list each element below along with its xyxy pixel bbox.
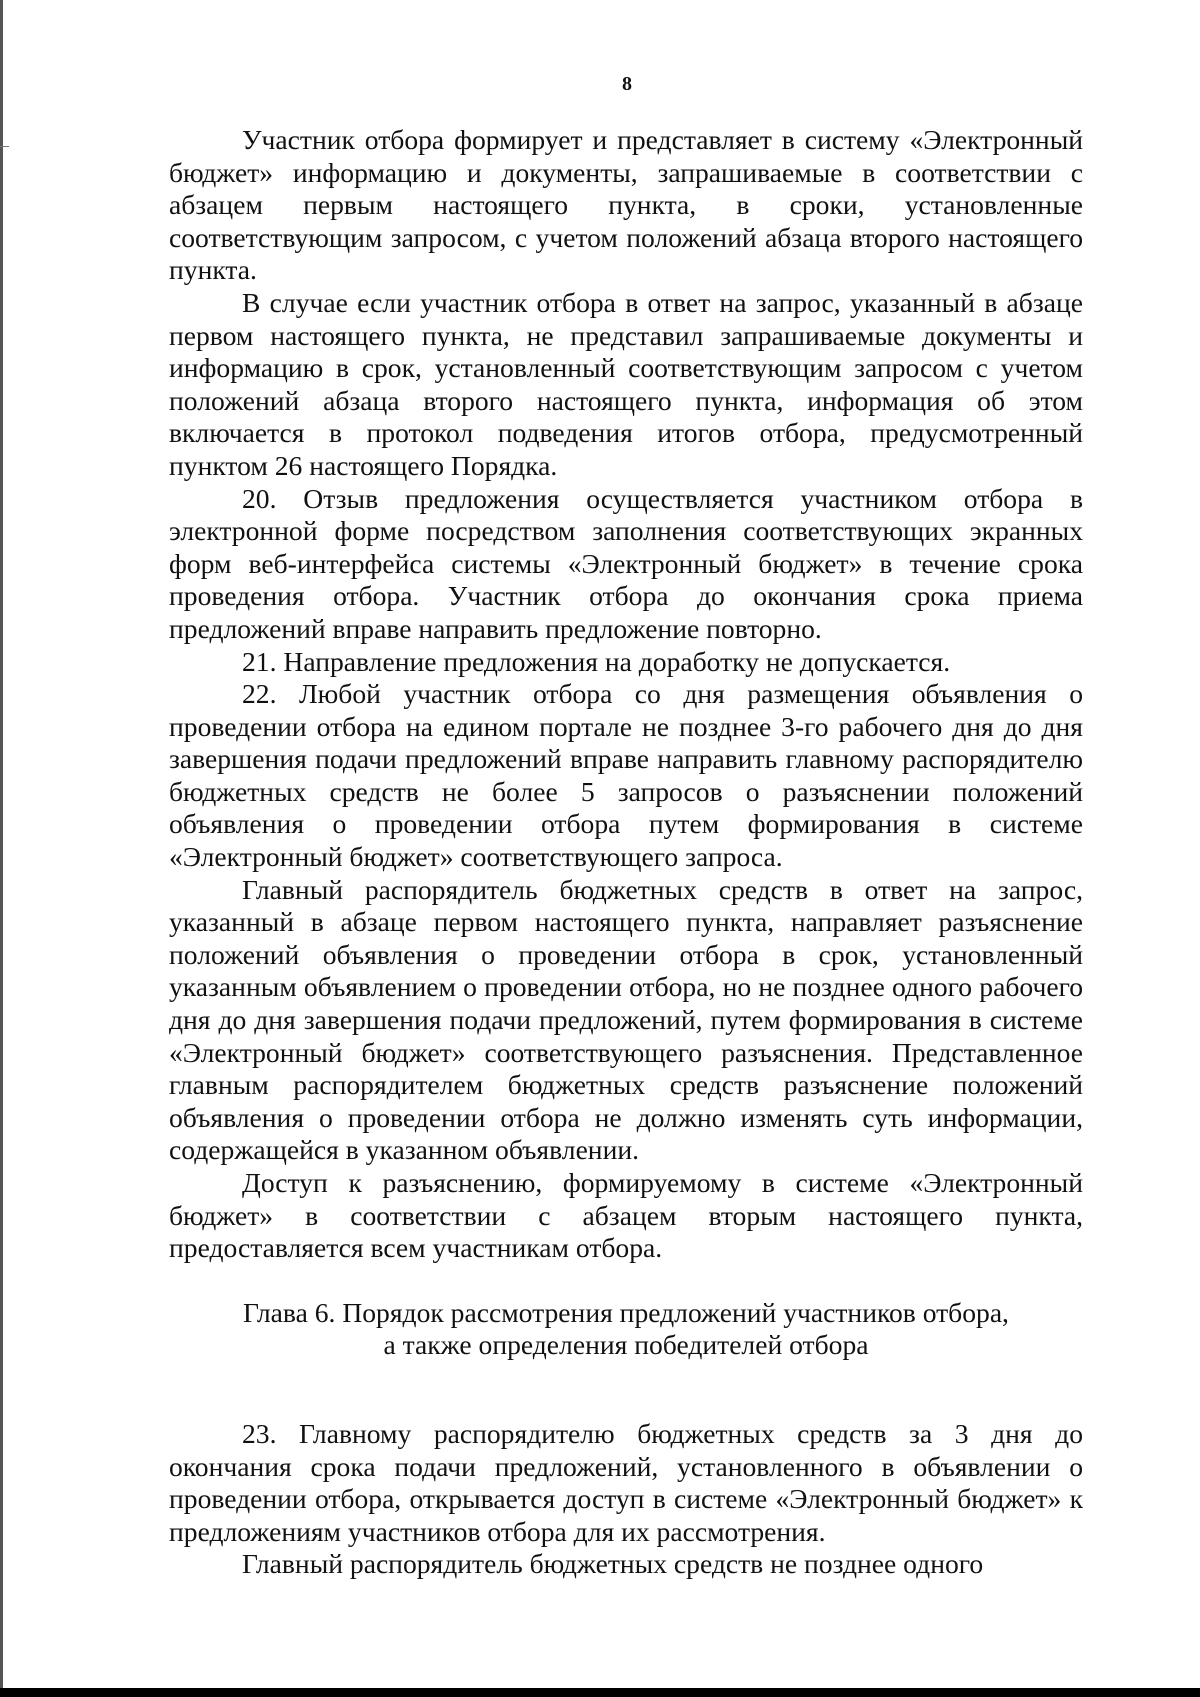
paragraph-item-21: 21. Направление предложения на доработку не допускается. bbox=[242, 645, 951, 677]
page-number: 8 bbox=[622, 73, 632, 95]
paragraph-item-23: 23. Главному распорядителю бюджетных средств за 3 дня до окончания срока подачи предложений, установленного в объявлении о проведении отбора, открывается доступ в системе «Электронный бюджет» к предложениям участников отбора для их рассмотрения. bbox=[169, 1417, 1083, 1547]
document-body bbox=[169, 124, 1083, 1581]
chapter-6-heading bbox=[169, 1297, 1083, 1362]
paragraph-main-distributor-continuation: Главный распорядитель бюджетных средств не позднее одного bbox=[242, 1548, 984, 1580]
paragraph-item-20: 20. Отзыв предложения осуществляется участником отбора в электронной форме посредством заполнения соответствующих экранных форм веб-интерфейса системы «Электронный бюджет» в течение срока проведения отбора. Участник отбора до окончания срока приема предложений вправе направить предложение повторно. bbox=[169, 482, 1083, 644]
chapter-heading-line-1: Глава 6. Порядок рассмотрения предложений участников отбора, bbox=[243, 1296, 1009, 1328]
bottom-scan-edge bbox=[0, 1688, 1200, 1697]
chapter-heading-line-2: а также определения победителей отбора bbox=[383, 1329, 869, 1361]
paragraph-participant-submits-documents: Участник отбора формирует и представляет в систему «Электронный бюджет» информацию и документы, запрашиваемые в соответствии с абзацем первым настоящего пункта, в сроки, установленные соответствующим запросом, с учетом положений абзаца второго настоящего пункта. bbox=[169, 124, 1083, 286]
margin-tick-mark bbox=[0, 146, 9, 147]
paragraph-item-22: 22. Любой участник отбора со дня размещения объявления о проведении отбора на едином портале не позднее 3-го рабочего дня до дня завершения подачи предложений вправе направить главному распорядителю бюджетных средств не более 5 запросов о разъяснении положений объявления о проведении отбора путем формирования в системе «Электронный бюджет» соответствующего запроса. bbox=[169, 678, 1083, 873]
left-scan-edge bbox=[0, 0, 3, 1690]
paragraph-clarification-response: Главный распорядитель бюджетных средств в ответ на запрос, указанный в абзаце первом настоящего пункта, направляет разъяснение положений объявления о проведении отбора в срок, установленный указанным объявлением о проведении отбора, но не позднее одного рабочего дня до дня завершения подачи предложений, путем формирования в системе «Электронный бюджет» соответствующего разъяснения. Представленное главным распорядителем бюджетных средств разъяснение положений объявления о проведении отбора не должно изменять суть информации, содержащейся в указанном объявлении. bbox=[169, 873, 1083, 1166]
paragraph-clarification-access: Доступ к разъяснению, формируемому в системе «Электронный бюджет» в соответствии с абзацем вторым настоящего пункта, предоставляется всем участникам отбора. bbox=[169, 1167, 1083, 1264]
paragraph-missing-documents: В случае если участник отбора в ответ на запрос, указанный в абзаце первом настоящего пункта, не представил запрашиваемые документы и информацию в срок, установленный соответствующим запросом с учетом положений абзаца второго настоящего пункта, информация об этом включается в протокол подведения итогов отбора, предусмотренный пунктом 26 настоящего Порядка. bbox=[169, 286, 1083, 481]
